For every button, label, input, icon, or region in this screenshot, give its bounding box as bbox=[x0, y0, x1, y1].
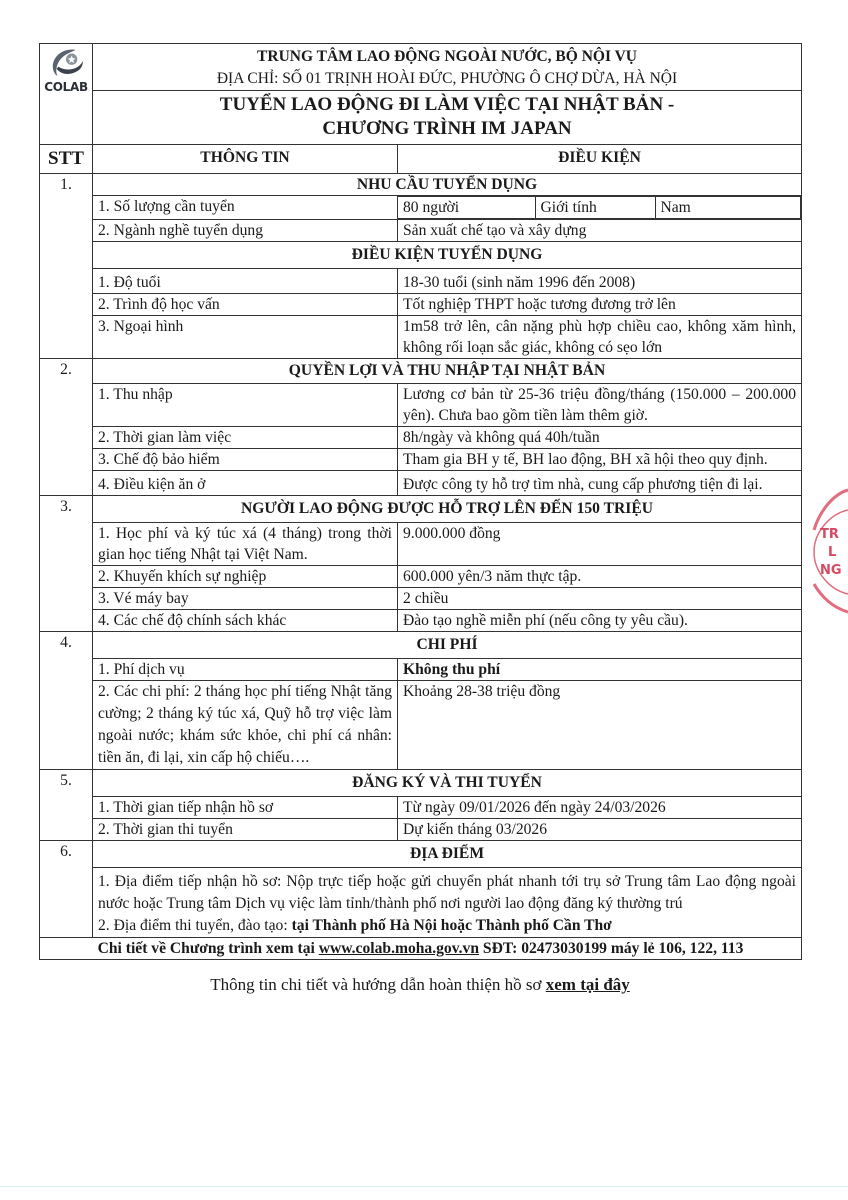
section-number: 2. bbox=[40, 359, 93, 496]
row-value: Tốt nghiệp THPT hoặc tương đương trở lên bbox=[398, 294, 802, 316]
header-row bbox=[40, 44, 802, 91]
section-4-title-row bbox=[40, 632, 802, 659]
table-row bbox=[40, 681, 802, 770]
see-here-link[interactable]: xem tại đây bbox=[545, 975, 630, 994]
section-title: ĐỊA ĐIỂM bbox=[93, 841, 802, 868]
stamp-text-3: NG bbox=[820, 563, 842, 578]
section-title: NHU CẦU TUYỂN DỤNG bbox=[93, 174, 802, 196]
table-row bbox=[40, 471, 802, 496]
table-row bbox=[40, 566, 802, 588]
row-value: 18-30 tuổi (sinh năm 1996 đến 2008) bbox=[398, 269, 802, 294]
column-header-stt: STT bbox=[40, 145, 93, 174]
title-row bbox=[40, 91, 802, 145]
row-value: Tham gia BH y tế, BH lao động, BH xã hội theo quy định. bbox=[398, 449, 802, 471]
section-title: CHI PHÍ bbox=[93, 632, 802, 659]
table-row bbox=[40, 294, 802, 316]
row-value: Sản xuất chế tạo và xây dựng bbox=[398, 220, 802, 242]
row-label: 2. Trình độ học vấn bbox=[93, 294, 398, 316]
row-label: 2. Khuyến khích sự nghiệp bbox=[93, 566, 398, 588]
table-row bbox=[40, 659, 802, 681]
table-row bbox=[40, 427, 802, 449]
more-info-text: Thông tin chi tiết và hướng dẫn hoàn thiện hồ sơ bbox=[210, 975, 546, 994]
row-label: 1. Độ tuổi bbox=[93, 269, 398, 294]
row-value: Dự kiến tháng 03/2026 bbox=[398, 819, 802, 841]
footer-contact: SĐT: 02473030199 máy lẻ 106, 122, 113 bbox=[479, 940, 744, 957]
section-title: NGƯỜI LAO ĐỘNG ĐƯỢC HỖ TRỢ LÊN ĐẾN 150 TRIỆU bbox=[93, 496, 802, 523]
colab-logo bbox=[40, 46, 92, 94]
row-label: 3. Ngoại hình bbox=[93, 316, 398, 359]
table-row bbox=[40, 868, 802, 938]
column-header-condition: ĐIỀU KIỆN bbox=[398, 145, 802, 174]
section-6-title-row bbox=[40, 841, 802, 868]
row-value: Được công ty hỗ trợ tìm nhà, cung cấp phương tiện đi lại. bbox=[398, 471, 802, 496]
gender-value: Nam bbox=[655, 197, 801, 219]
row-label: 1. Số lượng cần tuyển bbox=[93, 196, 398, 220]
table-row bbox=[40, 196, 802, 220]
table-row bbox=[40, 819, 802, 841]
row-label: 2. Ngành nghề tuyển dụng bbox=[93, 220, 398, 242]
row-label: 1. Phí dịch vụ bbox=[93, 659, 398, 681]
location-details bbox=[93, 868, 802, 938]
row-value: Lương cơ bản từ 25-36 triệu đồng/tháng (150.000 – 200.000 yên). Chưa bao gồm tiền làm thêm giờ. bbox=[398, 384, 802, 427]
stamp-text-1: TR bbox=[820, 527, 839, 542]
section-number: 5. bbox=[40, 770, 93, 841]
quantity-value: 80 người bbox=[398, 197, 535, 219]
red-stamp bbox=[808, 480, 848, 620]
location-line-2-cities: tại Thành phố Hà Nội hoặc Thành phố Cần Thơ bbox=[291, 917, 612, 934]
row-label: 3. Vé máy bay bbox=[93, 588, 398, 610]
row-value: 2 chiều bbox=[398, 588, 802, 610]
stamp-text-2: L bbox=[828, 545, 837, 560]
row-value: 600.000 yên/3 năm thực tập. bbox=[398, 566, 802, 588]
more-info-note bbox=[39, 974, 801, 996]
row-value: 9.000.000 đồng bbox=[398, 523, 802, 566]
globe-logo-icon bbox=[46, 46, 86, 80]
table-row bbox=[40, 523, 802, 566]
footer-note bbox=[40, 938, 802, 960]
section-title: ĐĂNG KÝ VÀ THI TUYỂN bbox=[93, 770, 802, 797]
row-value: Không thu phí bbox=[398, 659, 802, 681]
org-cell bbox=[93, 44, 802, 91]
location-line-1: 1. Địa điểm tiếp nhận hồ sơ: Nộp trực tiếp hoặc gửi chuyển phát nhanh tới trụ sở Trung tâm Lao động ngoài nước hoặc Trung tâm Dịch vụ việc làm tỉnh/thành phố nơi người lao động đăng ký thường trú bbox=[98, 873, 797, 912]
title-cell bbox=[93, 91, 802, 145]
row-value: 1m58 trở lên, cân nặng phù hợp chiều cao, không xăm hình, không rối loạn sắc giác, không có sẹo lớn bbox=[398, 316, 802, 359]
section-number: 3. bbox=[40, 496, 93, 632]
row-value: 8h/ngày và không quá 40h/tuần bbox=[398, 427, 802, 449]
table-row bbox=[40, 220, 802, 242]
row-label: 2. Thời gian làm việc bbox=[93, 427, 398, 449]
stamp-seal-icon bbox=[808, 480, 848, 620]
title-line-2: CHƯƠNG TRÌNH IM JAPAN bbox=[322, 118, 572, 139]
footer-row bbox=[40, 938, 802, 960]
row-label: 4. Các chế độ chính sách khác bbox=[93, 610, 398, 632]
row-value-group bbox=[398, 196, 802, 220]
location-line-2 bbox=[98, 915, 796, 937]
table-row bbox=[40, 797, 802, 819]
row-value: Từ ngày 09/01/2026 đến ngày 24/03/2026 bbox=[398, 797, 802, 819]
row-label: 2. Thời gian thi tuyển bbox=[93, 819, 398, 841]
recruitment-table bbox=[39, 43, 802, 960]
organization-name: TRUNG TÂM LAO ĐỘNG NGOÀI NƯỚC, BỘ NỘI VỤ bbox=[257, 48, 637, 65]
section-5-title-row bbox=[40, 770, 802, 797]
website-link[interactable]: www.colab.moha.gov.vn bbox=[318, 940, 480, 957]
table-row bbox=[40, 610, 802, 632]
table-row bbox=[40, 449, 802, 471]
row-value: Đào tạo nghề miễn phí (nếu công ty yêu cầu). bbox=[398, 610, 802, 632]
column-header-info: THÔNG TIN bbox=[93, 145, 398, 174]
row-label: 4. Điều kiện ăn ở bbox=[93, 471, 398, 496]
organization-address: ĐỊA CHỈ: SỐ 01 TRỊNH HOÀI ĐỨC, PHƯỜNG Ô CHỢ DỪA, HÀ NỘI bbox=[216, 70, 678, 87]
row-label: 1. Thu nhập bbox=[93, 384, 398, 427]
scan-edge-line bbox=[0, 1186, 848, 1187]
footer-prefix: Chi tiết về Chương trình xem tại bbox=[97, 940, 319, 957]
section-2-title-row bbox=[40, 359, 802, 384]
column-header-row bbox=[40, 145, 802, 174]
row-label: 1. Thời gian tiếp nhận hồ sơ bbox=[93, 797, 398, 819]
section-number: 1. bbox=[40, 174, 93, 359]
section-3-title-row bbox=[40, 496, 802, 523]
section-1-title-row bbox=[40, 174, 802, 196]
logo-cell bbox=[40, 44, 93, 145]
section-number: 6. bbox=[40, 841, 93, 938]
section-1b-title-row bbox=[40, 242, 802, 269]
title-line-1: TUYỂN LAO ĐỘNG ĐI LÀM VIỆC TẠI NHẬT BẢN - bbox=[219, 94, 675, 115]
table-row bbox=[40, 384, 802, 427]
table-row bbox=[40, 269, 802, 294]
gender-label: Giới tính bbox=[535, 197, 655, 219]
section-number: 4. bbox=[40, 632, 93, 770]
row-value: Khoảng 28-38 triệu đồng bbox=[398, 681, 802, 770]
table-row bbox=[40, 316, 802, 359]
recruitment-notice bbox=[39, 43, 801, 996]
table-row bbox=[40, 588, 802, 610]
row-label: 3. Chế độ bảo hiểm bbox=[93, 449, 398, 471]
section-title: QUYỀN LỢI VÀ THU NHẬP TẠI NHẬT BẢN bbox=[93, 359, 802, 384]
row-label: 2. Các chi phí: 2 tháng học phí tiếng Nhật tăng cường; 2 tháng ký túc xá, Quỹ hỗ trợ việc làm ngoài nước; khám sức khỏe, chi phí cá nhân: tiền ăn, đi lại, xin cấp hộ chiếu…. bbox=[93, 681, 398, 770]
row-label: 1. Học phí và ký túc xá (4 tháng) trong thời gian học tiếng Nhật tại Việt Nam. bbox=[93, 523, 398, 566]
logo-text: COLAB bbox=[44, 80, 88, 94]
section-title: ĐIỀU KIỆN TUYỂN DỤNG bbox=[93, 242, 802, 269]
location-line-2-prefix: 2. Địa điểm thi tuyển, đào tạo: bbox=[98, 917, 292, 934]
